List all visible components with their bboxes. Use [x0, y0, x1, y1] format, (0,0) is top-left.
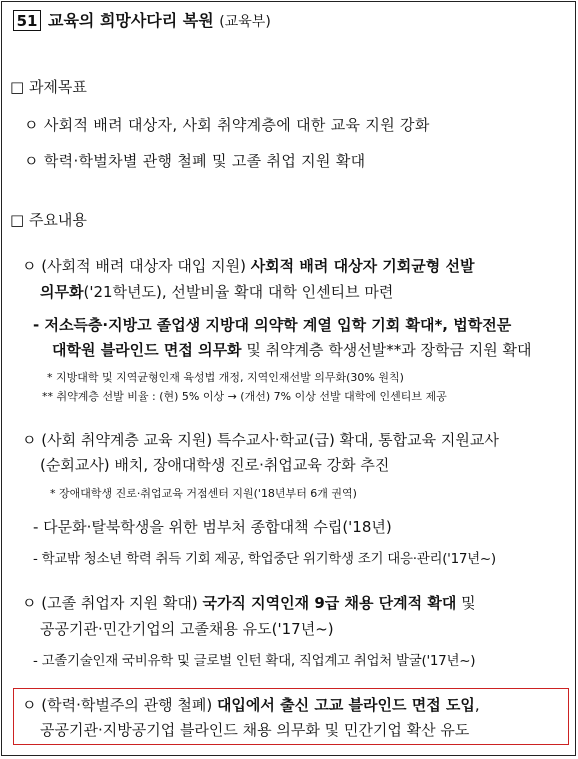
item-2-sub-1: - 다문화·탈북학생을 위한 범부처 종합대책 수립('18년): [33, 518, 392, 536]
item-1-sub-line-1: - 저소득층·지방고 졸업생 지방대 의약학 계열 입학 기회 확대*, 법학전문: [33, 316, 512, 334]
task-number: 51: [13, 10, 41, 31]
item-1-emphasis-2: 의무화: [40, 283, 84, 301]
item-4-line-2: 공공기관·지방공기업 블라인드 채용 의무화 및 민간기업 확산 유도: [40, 721, 470, 739]
item-1-sub-rest: 및 취약계층 학생선발**과 장학금 지원 확대: [241, 341, 532, 359]
item-1-sub-emphasis: 대학원 블라인드 면접 의무화: [52, 341, 242, 359]
item-3-sub-1: - 고졸기술인재 국비유학 및 글로벌 인턴 확대, 직업계고 취업처 발굴('17년~): [33, 653, 476, 669]
footnote-1: * 지방대학 및 지역균형인재 육성법 개정, 지역인재선발 의무화(30% 원칙): [47, 371, 404, 384]
goals-heading: □ 과제목표: [10, 78, 87, 96]
title-text: 교육의 희망사다리 복원: [48, 11, 214, 30]
item-1-rest: ('21학년도), 선발비율 확대 대학 인센티브 마련: [83, 283, 394, 301]
ministry-label: (교육부): [219, 14, 271, 30]
page-title: [48, 11, 271, 32]
contents-heading: □ 주요내용: [10, 211, 87, 229]
item-1-line-2: [40, 282, 393, 302]
item-1-line-1: [22, 256, 474, 276]
item-3-line-1: [22, 593, 476, 613]
item-2-line-2: (순회교사) 배치, 장애대학생 진로·취업교육 강화 추진: [40, 456, 390, 474]
item-4-lead: ㅇ (학력·학벌주의 관행 철폐): [22, 696, 217, 714]
goal-item-2: ㅇ 학력·학벌차별 관행 철폐 및 고졸 취업 지원 확대: [24, 152, 366, 170]
item-3-line-2: 공공기관·민간기업의 고졸채용 유도('17년~): [40, 620, 334, 638]
item-1-emphasis: 사회적 배려 대상자 기회균형 선발: [250, 257, 475, 275]
item-2-line-1: ㅇ (사회 취약계층 교육 지원) 특수교사·학교(급) 확대, 통합교육 지원교사: [22, 431, 499, 449]
item-3-emphasis: 국가직 지역인재 9급 채용 단계적 확대: [202, 594, 457, 612]
goal-item-1: ㅇ 사회적 배려 대상자, 사회 취약계층에 대한 교육 지원 강화: [24, 116, 430, 134]
item-1-sub-line-2: [52, 340, 532, 360]
item-4-line-1: [22, 695, 480, 715]
item-4-emphasis: 대입에서 출신 고교 블라인드 면접 도입: [216, 696, 475, 714]
item-3-tail: 및: [456, 594, 476, 612]
footnote-2: ** 취약계층 선발 비율 : (현) 5% 이상 → (개선) 7% 이상 선발 대학에 인센티브 제공: [42, 390, 447, 403]
item-3-lead: ㅇ (고졸 취업자 지원 확대): [22, 594, 203, 612]
footnote-3: * 장애대학생 진로·취업교육 거점센터 지원('18년부터 6개 권역): [50, 487, 357, 500]
item-1-lead: ㅇ (사회적 배려 대상자 대입 지원): [22, 257, 251, 275]
item-4-tail: ,: [474, 696, 480, 714]
item-2-sub-2: - 학교밖 청소년 학력 취득 기회 제공, 학업중단 위기학생 조기 대응·관리('17년~): [33, 551, 496, 567]
